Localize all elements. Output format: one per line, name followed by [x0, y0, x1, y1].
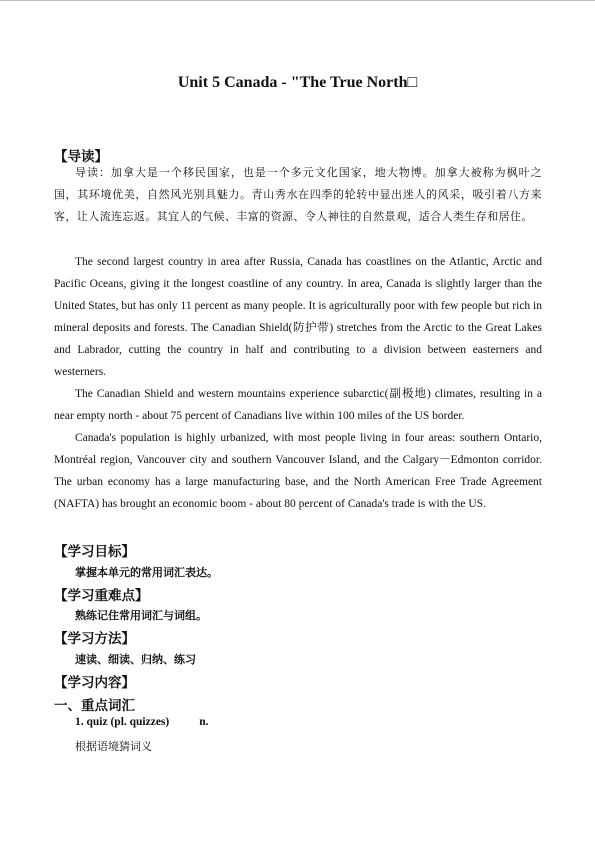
guide-heading: 【导读】	[54, 149, 108, 165]
method-text: 速读、细读、归纳、练习	[75, 653, 196, 666]
guide-paragraph: 导读：加拿大是一个移民国家，也是一个多元文化国家，地大物博。加拿大被称为枫叶之国，其环境优美，自然风光别具魅力。青山秀水在四季的轮转中显出迷人的风采，吸引着八方来客，让人流连忘返。其宜人的气候、丰富的资源、令人神往的自然景观，适合人类生存和居住。	[54, 166, 542, 223]
page-title: Unit 5 Canada - "The True North□	[177, 74, 418, 91]
method-heading: 【学习方法】	[54, 631, 135, 647]
vocab-heading: 一、重点词汇	[54, 698, 135, 714]
paragraph-3: Canada's population is highly urbanized, with most people living in four areas: southern Ontario, Montréal region, Vancouver city and southern Vancouver Island, and the Calgary－Edmonton corridor. The urban economy has a large manufacturing base, and the North American Free Trade Agreement (NAFTA) has brought an economic boom - about 80 percent of Canada's trade is with the US.	[54, 432, 542, 510]
vocab-item	[75, 716, 209, 728]
content-heading: 【学习内容】	[54, 675, 135, 691]
top-rule	[0, 0, 595, 1]
key-points-text: 熟练记住常用词汇与词组。	[75, 609, 207, 622]
vocab-hint: 根据语境猜词义	[75, 740, 152, 753]
vocab-word: 1. quiz (pl. quizzes)	[75, 716, 170, 728]
paragraph-2: The Canadian Shield and western mountains experience subarctic(副极地) climates, resulting in a near empty north - about 75 percent of Canadians live within 100 miles of the US border.	[54, 388, 542, 422]
key-points-heading: 【学习重难点】	[54, 588, 149, 604]
goals-text: 掌握本单元的常用词汇表达。	[75, 566, 218, 579]
goals-heading: 【学习目标】	[54, 544, 135, 560]
paragraph-1: The second largest country in area after Russia, Canada has coastlines on the Atlantic, Arctic and Pacific Oceans, giving it the longest coastline of any country. In area, Canada is slightly larger than the United States, but has only 11 percent as many people. It is agriculturally poor with few people but rich in mineral deposits and forests. The Canadian Shield(防护带) stretches from the Arctic to the Great Lakes and Labrador, cutting the country in half and contributing to a division between easterners and westerners.	[54, 256, 542, 378]
vocab-part-of-speech: n.	[199, 716, 209, 728]
